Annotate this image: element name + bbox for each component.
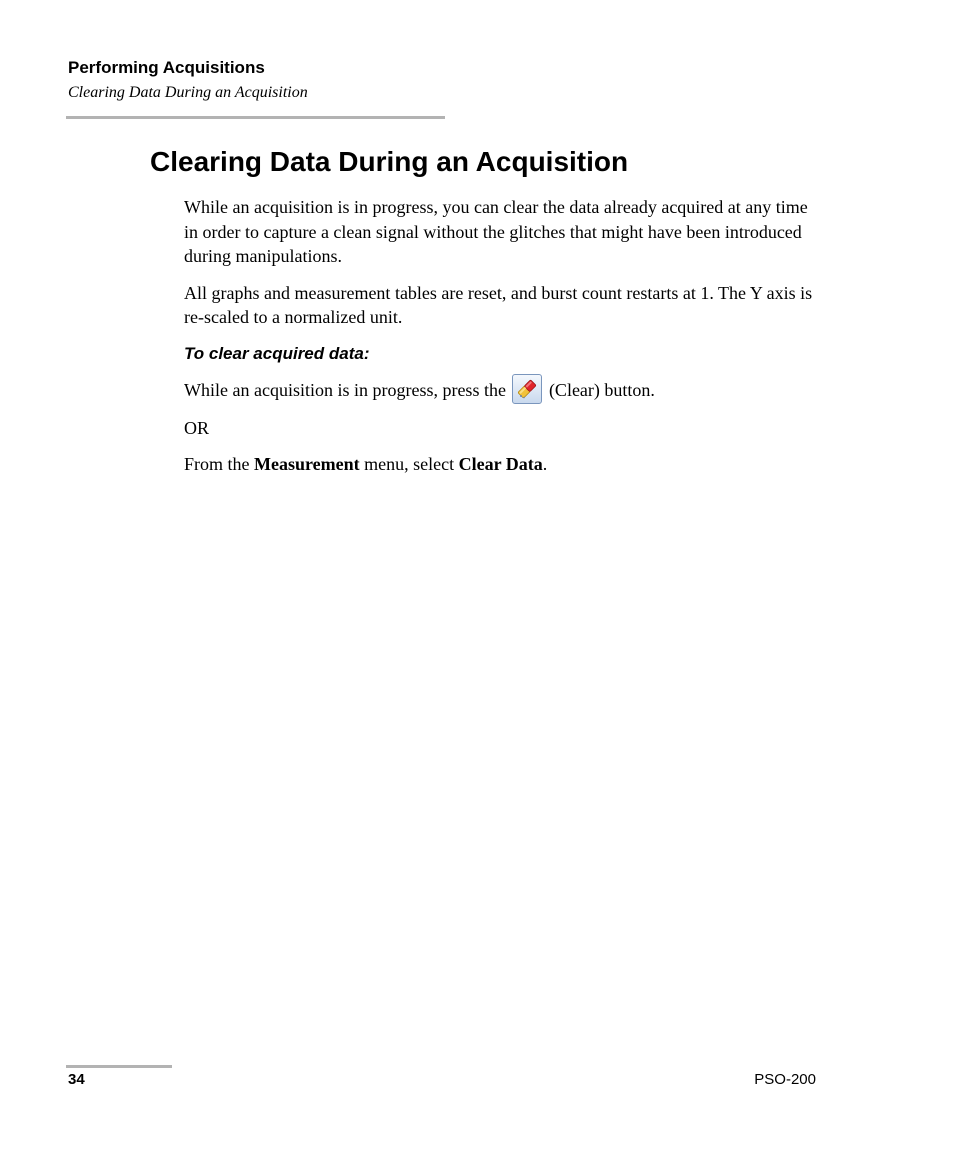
- footer-rule: [66, 1065, 172, 1068]
- intro-paragraph: While an acquisition is in progress, you can clear the data already acquired at any time in order to capture a clean signal without the glitches that might have been introduced during manipulations.: [184, 197, 808, 266]
- step1-text-before: While an acquisition is in progress, press the: [184, 380, 511, 400]
- chapter-title: Performing Acquisitions: [68, 58, 265, 77]
- running-header: [68, 57, 308, 104]
- product-name: PSO-200: [754, 1071, 816, 1088]
- step2-text-end: .: [542, 454, 548, 475]
- or-separator: OR: [184, 417, 210, 438]
- menu-item-name: Clear Data: [458, 454, 543, 475]
- eraser-icon: [512, 374, 542, 404]
- procedure-title: To clear acquired data:: [184, 343, 370, 363]
- step2-text-middle: menu, select: [359, 454, 459, 475]
- procedure-step-menu: [184, 452, 824, 477]
- body-text: [184, 195, 824, 489]
- reset-paragraph: All graphs and measurement tables are reset, and burst count restarts at 1. The Y axis is re-scaled to a normalized unit.: [184, 282, 813, 327]
- step2-text-before: From the: [184, 454, 254, 475]
- step1-text-after: (Clear) button.: [544, 380, 655, 400]
- page-number: 34: [68, 1071, 85, 1088]
- page-title: Clearing Data During an Acquisition: [150, 146, 629, 177]
- menu-name: Measurement: [254, 454, 360, 475]
- section-subtitle: Clearing Data During an Acquisition: [68, 84, 308, 101]
- procedure-step-clear-button: [184, 378, 824, 404]
- header-rule: [66, 116, 445, 119]
